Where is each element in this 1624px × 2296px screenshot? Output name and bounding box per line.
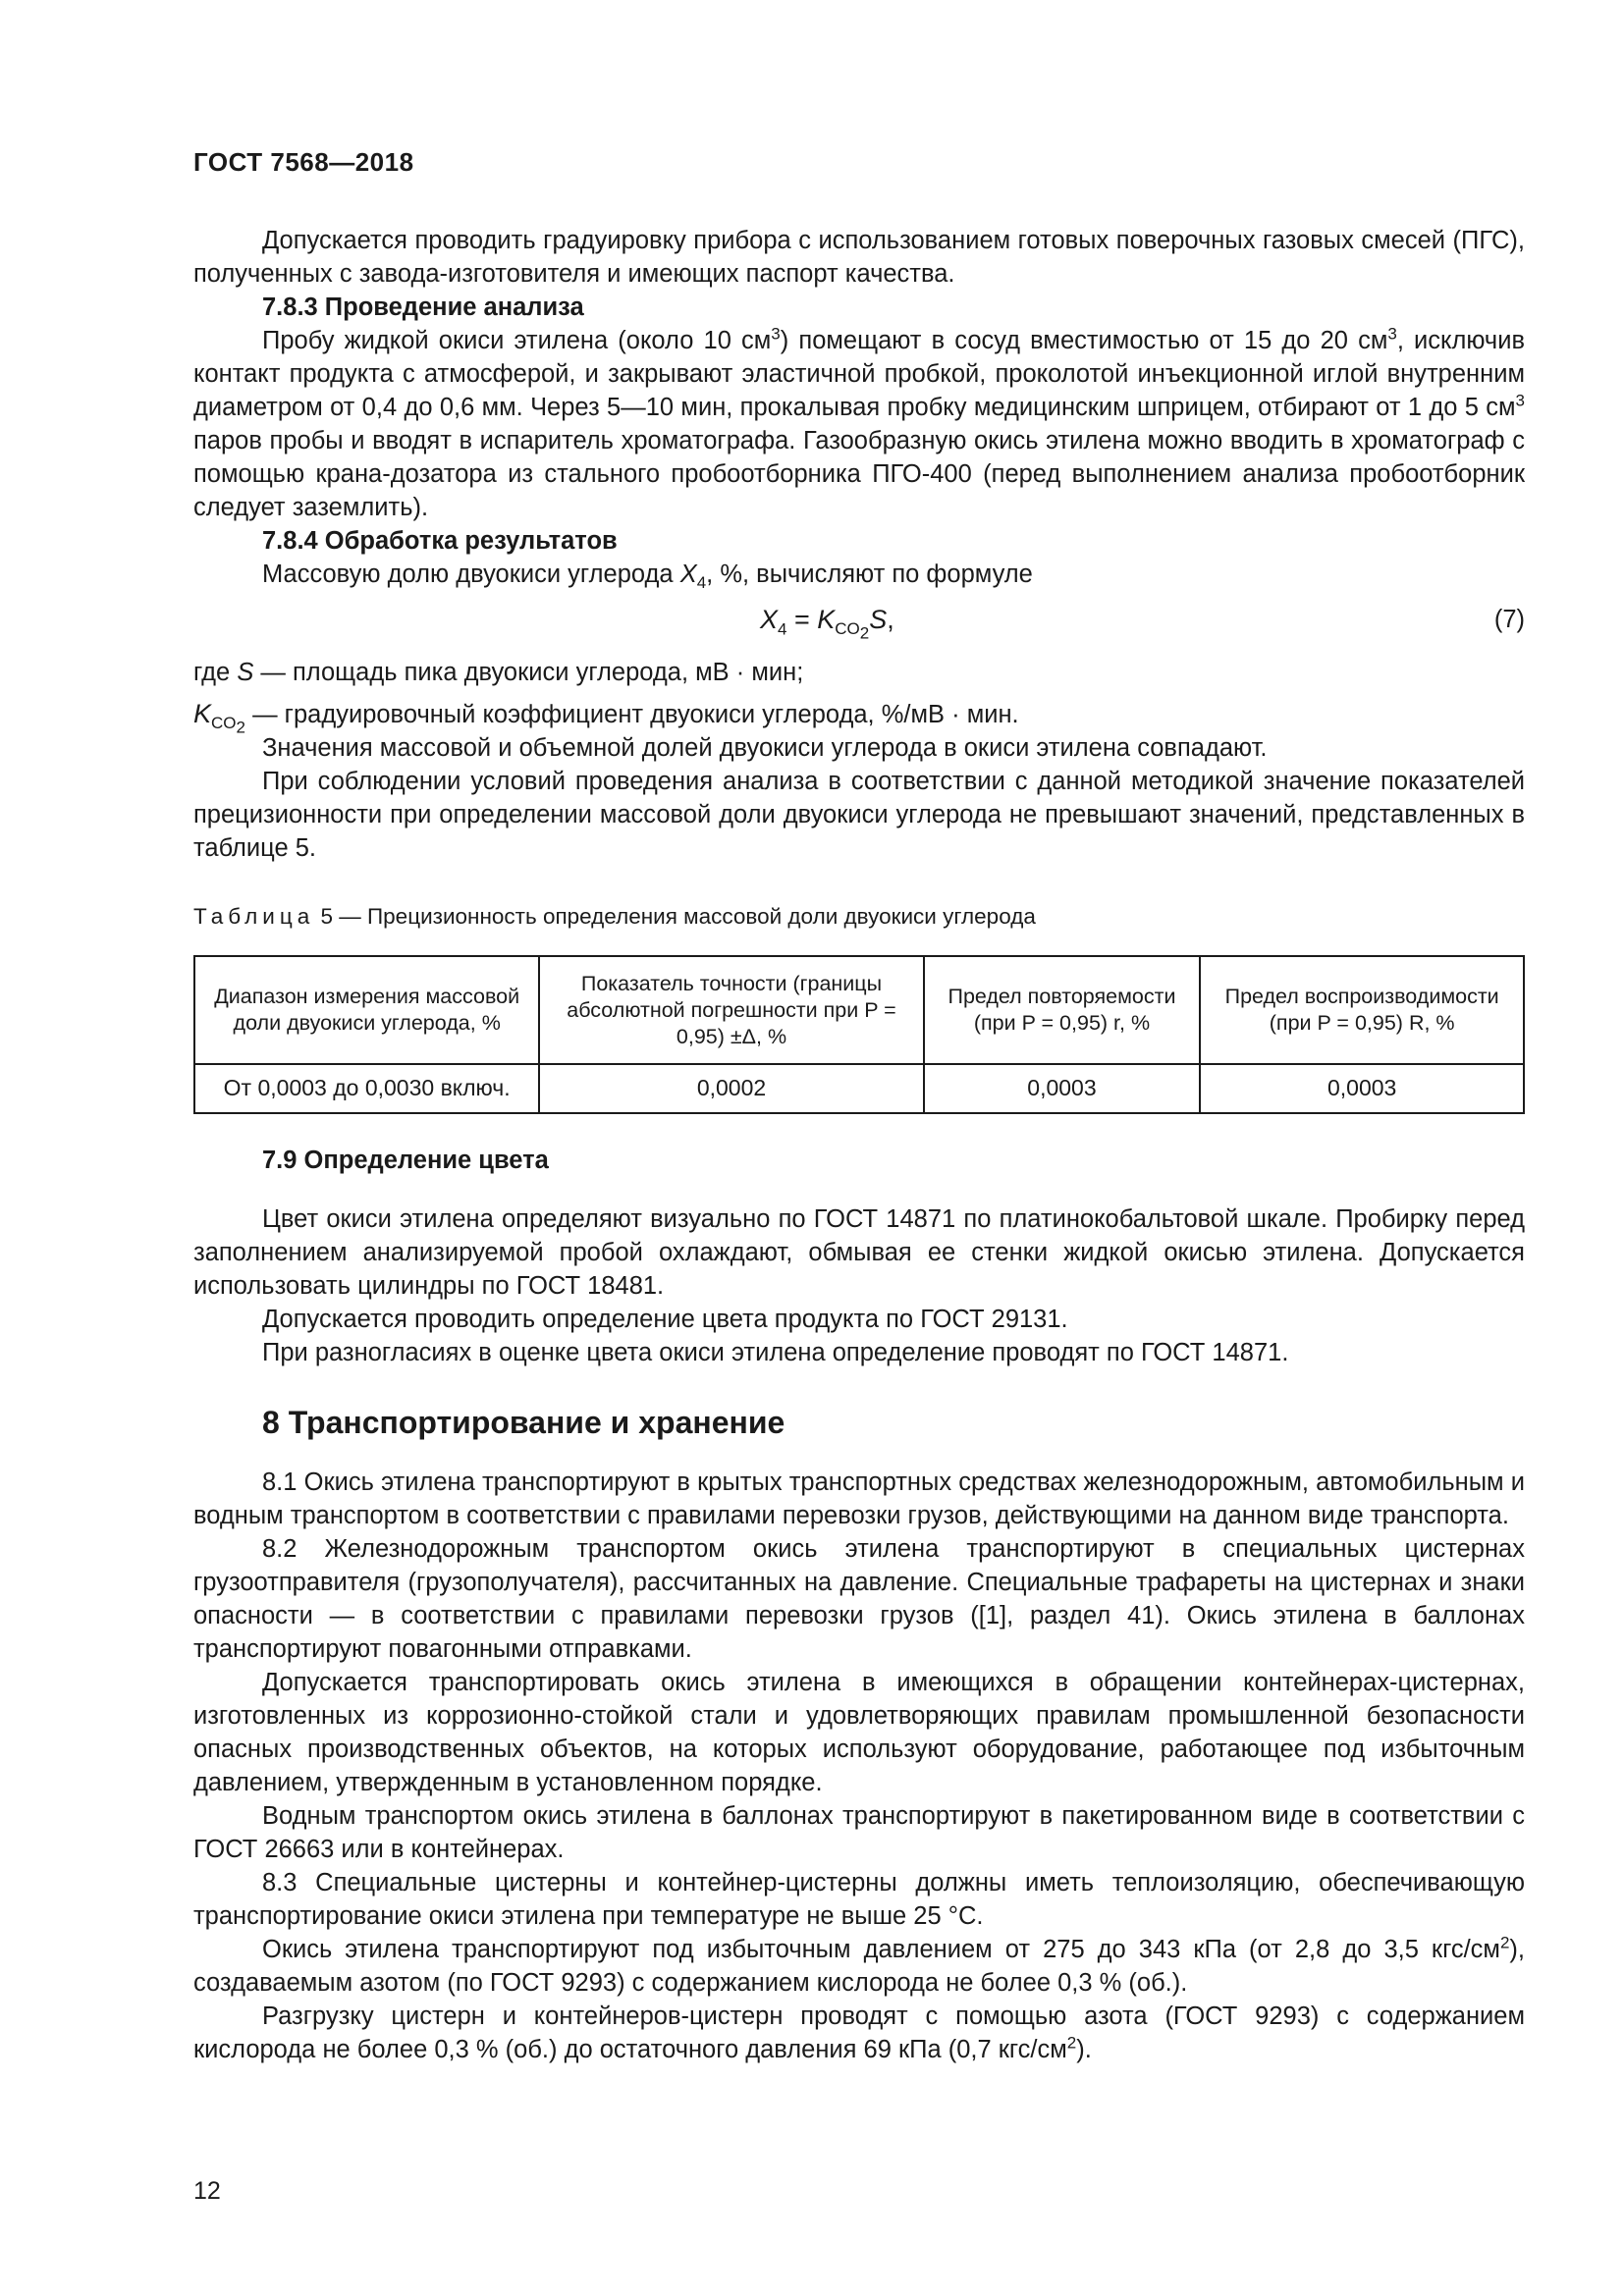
heading-7-8-4: 7.8.4 Обработка результатов xyxy=(262,527,618,555)
paragraph-analysis: Пробу жидкой окиси этилена (около 10 $см^3$) помещают в сосуд вместимостью от 15 до 20 $см^3$, исключив контакт продукта с атмосферой, и закрывают эластичной пробкой, проколотой инъекционной иглой внутренним диаметром от 0,4 до 0,6 мм. Через 5—10 мин, прокалывая пробку медицинским шприцем, отбирают от 1 до 5 $см^3$ паров пробы и вводят в испаритель хроматографа. Газообразную окись этилена можно вводить в хроматограф с помощью крана-дозатора из стального пробоотборника ПГО-400 (перед выполнением анализа пробоотборник следует заземлить). xyxy=(193,324,1525,521)
table-caption: Таблица 5 — Прецизионность определения массовой доли двуокиси углерода xyxy=(193,904,1036,929)
where-k: $K_{CO_2}$ — градуировочный коэффициент двуокиси углерода, %/мВ · мин. xyxy=(193,699,1019,737)
page-number: 12 xyxy=(193,2177,221,2205)
formula-number: (7) xyxy=(1493,606,1525,633)
paragraph-water-transport: Водным транспортом окись этилена в баллонах транспортируют в пакетированном виде в соответствии с ГОСТ 26663 или в контейнерах. xyxy=(193,1802,1525,1863)
table-row xyxy=(194,1064,1524,1113)
table-header-cell: Диапазон измерения массовой доли двуокиси углерода, % xyxy=(194,956,539,1064)
paragraph-color-2: Допускается проводить определение цвета продукта по ГОСТ 29131. xyxy=(262,1306,1068,1333)
heading-section-8: 8 Транспортирование и хранение xyxy=(262,1405,785,1440)
paragraph-formula-intro: Массовую долю двуокиси углерода $X_4$, %, вычисляют по формуле xyxy=(262,561,1033,593)
formula-7 xyxy=(193,595,1525,646)
formula-expression: $X_4 = K_{CO_2}S$, xyxy=(760,605,894,643)
paragraph-pgs: Допускается проводить градуировку прибора с использованием готовых поверочных газовых смесей (ПГС), полученных с завода-изготовителя и имеющих паспорт качества. xyxy=(193,227,1525,288)
heading-7-8-3: 7.8.3 Проведение анализа xyxy=(262,294,584,321)
table-cell: 0,0002 xyxy=(539,1064,923,1113)
table-header-cell: Предел воспроизводимости (при P = 0,95) R, % xyxy=(1200,956,1524,1064)
paragraph-containers: Допускается транспортировать окись этилена в имеющихся в обращении контейнерах-цистернах, изготовленных из коррозионно-стойкой стали и удовлетворяющих правилам промышленной безопасности опасных производственных объектов, на которых используют оборудование, работающее под избыточным давлением, утвержденным в установленном порядке. xyxy=(193,1669,1525,1796)
table-header-cell: Предел повторяемости (при P = 0,95) r, % xyxy=(924,956,1201,1064)
paragraph-8-3: 8.3 Специальные цистерны и контейнер-цистерны должны иметь теплоизоляцию, обеспечивающую транспортирование окиси этилена при температуре не выше 25 °С. xyxy=(193,1869,1525,1930)
paragraph-precision: При соблюдении условий проведения анализа в соответствии с данной методикой значение показателей прецизионности при определении массовой доли двуокиси углерода не превышают значений, представленных в таблице 5. xyxy=(193,768,1525,862)
table-cell: От 0,0003 до 0,0030 включ. xyxy=(194,1064,539,1113)
precision-table xyxy=(193,955,1525,1114)
where-s: где S — площадь пика двуокиси углерода, мВ · мин; xyxy=(193,659,804,686)
page-content xyxy=(193,224,1525,2066)
table-cell: 0,0003 xyxy=(1200,1064,1524,1113)
paragraph-8-1: 8.1 Окись этилена транспортируют в крытых транспортных средствах железнодорожным, автомобильным и водным транспортом в соответствии с правилами перевозки грузов, действующими на данном виде транспорта. xyxy=(193,1468,1525,1529)
table-cell: 0,0003 xyxy=(924,1064,1201,1113)
paragraph-pressure: Окись этилена транспортируют под избыточным давлением от 275 до 343 кПа (от 2,8 до 3,5 кгс/$см^2$), создаваемым азотом (по ГОСТ 9293) с содержанием кислорода не более 0,3 % (об.). xyxy=(193,1933,1525,1997)
paragraph-equal: Значения массовой и объемной долей двуокиси углерода в окиси этилена совпадают. xyxy=(262,734,1268,762)
paragraph-color-3: При разногласиях в оценке цвета окиси этилена определение проводят по ГОСТ 14871. xyxy=(262,1339,1289,1366)
paragraph-8-2: 8.2 Железнодорожным транспортом окись этилена транспортируют в специальных цистернах грузоотправителя (грузополучателя), рассчитанных на давление. Специальные трафареты на цистернах и знаки опасности — в соответствии с правилами перевозки грузов ([1], раздел 41). Окись этилена в баллонах транспортируют повагонными отправками. xyxy=(193,1535,1525,1663)
paragraph-color-1: Цвет окиси этилена определяют визуально по ГОСТ 14871 по платинокобальтовой шкале. Пробирку перед заполнением анализируемой пробой охлаждают, обмывая ее стенки жидкой окисью этилена. Допускается использовать цилиндры по ГОСТ 18481. xyxy=(193,1205,1525,1300)
paragraph-unloading: Разгрузку цистерн и контейнеров-цистерн проводят с помощью азота (ГОСТ 9293) с содержанием кислорода не более 0,3 % (об.) до остаточного давления 69 кПа (0,7 кгс/$см^2$). xyxy=(193,2002,1525,2063)
heading-7-9: 7.9 Определение цвета xyxy=(262,1147,549,1174)
document-header: ГОСТ 7568—2018 xyxy=(193,147,414,177)
table-header-row xyxy=(194,956,1524,1064)
table-header-cell: Показатель точности (границы абсолютной погрешности при P = 0,95) ±Δ, % xyxy=(539,956,923,1064)
